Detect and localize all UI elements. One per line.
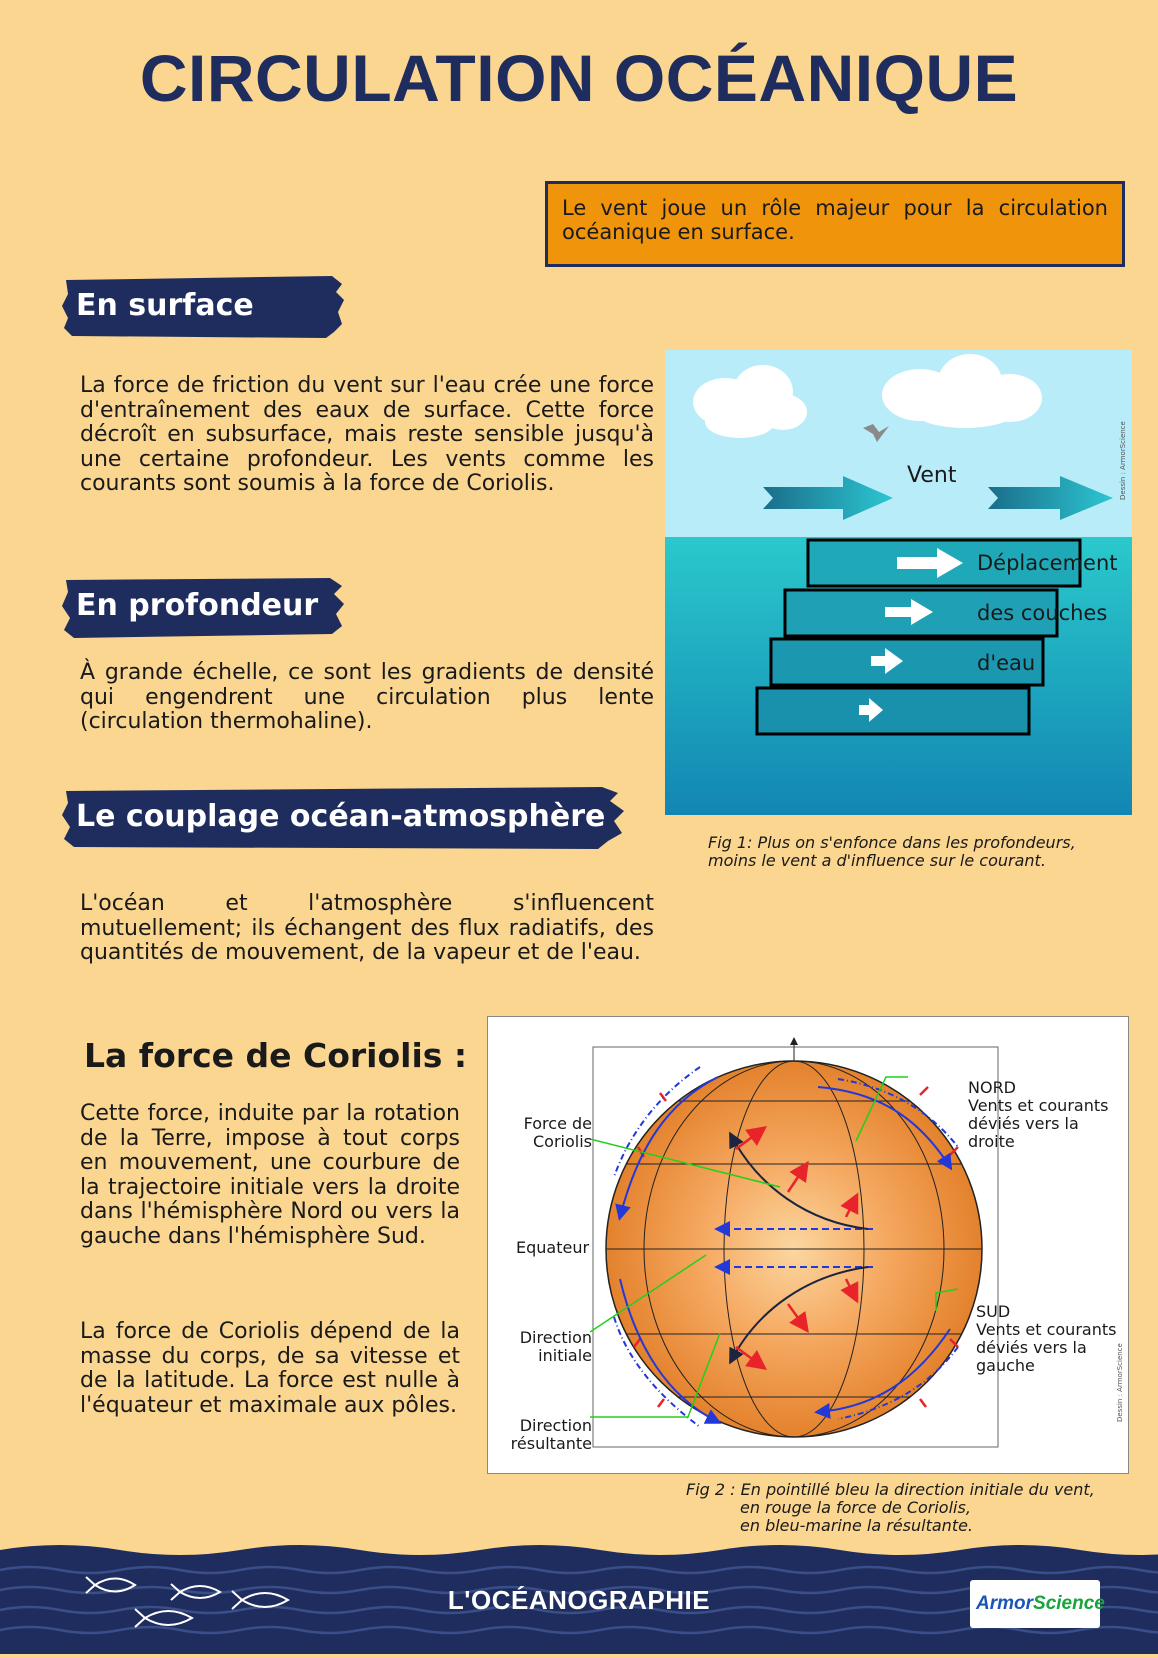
wind-label: Vent	[907, 463, 957, 488]
footer-title: L'OCÉANOGRAPHIE	[447, 1585, 711, 1615]
fig1-caption-line2: moins le vent a d'influence sur le courant.	[708, 851, 1046, 870]
logo-part1: Armor	[976, 1593, 1034, 1614]
label-nord-line2: Vents et courants	[968, 1096, 1109, 1115]
logo-part2: Science	[1033, 1593, 1105, 1614]
profondeur-text: À grande échelle, ce sont les gradients de densité qui engendrent une circulation plus lente (circulation thermohaline).	[80, 660, 654, 734]
section-banner-surface	[62, 274, 344, 340]
layers-label-3: d'eau	[977, 651, 1036, 675]
figure-2-coriolis-globe	[487, 1016, 1129, 1474]
label-direction-resultante-line2: résultante	[510, 1434, 592, 1453]
logo-text	[976, 1593, 1105, 1615]
section-banner-profondeur	[62, 574, 344, 640]
label-direction-initiale-line1: Direction	[519, 1328, 592, 1347]
section-heading-profondeur: En profondeur	[76, 588, 319, 623]
fig1-caption	[708, 834, 1128, 870]
coriolis-heading: La force de Coriolis :	[84, 1036, 468, 1075]
label-nord-line3: déviés vers la	[968, 1114, 1079, 1133]
label-direction-initiale-line2: initiale	[538, 1346, 592, 1365]
coriolis-text-2: La force de Coriolis dépend de la masse du corps, de sa vitesse et de la latitude. La force est nulle à l'équateur et maximale aux pôles.	[80, 1319, 460, 1418]
surface-text: La force de friction du vent sur l'eau crée une force d'entraînement des eaux de surface. Cette force décroît en subsurface, mais reste sensible jusqu'à une certaine profondeur. Les vents comme les courants sont soumis à la force de Coriolis.	[80, 373, 654, 496]
fig2-caption	[686, 1481, 1146, 1535]
label-direction-resultante-line1: Direction	[519, 1416, 592, 1435]
label-nord-line1: NORD	[968, 1078, 1016, 1097]
label-force-line1: Force de	[523, 1114, 592, 1133]
label-force-line2: Coriolis	[533, 1132, 592, 1151]
page-title: CIRCULATION OCÉANIQUE	[139, 41, 1019, 115]
fig2-caption-line2: en rouge la force de Coriolis,	[740, 1498, 971, 1517]
fig2-credit: Dessin : ArmorScience	[1116, 1343, 1124, 1422]
fig1-caption-line1: Fig 1: Plus on s'enfonce dans les profondeurs,	[708, 833, 1076, 852]
label-nord	[968, 1079, 1108, 1151]
intro-callout: Le vent joue un rôle majeur pour la circulation océanique en surface.	[545, 181, 1125, 267]
label-nord-line4: droite	[968, 1132, 1015, 1151]
label-sud	[976, 1303, 1116, 1375]
fig1-credit: Dessin : ArmorScience	[1119, 421, 1127, 500]
water-layer-4	[757, 688, 1029, 734]
label-sud-line1: SUD	[976, 1302, 1011, 1321]
armorscience-logo	[970, 1580, 1105, 1628]
coriolis-text-1: Cette force, induite par la rotation de la Terre, impose à tout corps en mouvement, une courbure de la trajectoire initiale vers la droite dans l'hémisphère Nord ou vers la gauche dans l'hémisphère Sud.	[80, 1101, 460, 1249]
couplage-text: L'océan et l'atmosphère s'influencent mutuellement; ils échangent des flux radiatifs, des quantités de mouvement, de la vapeur et de l'eau.	[80, 891, 654, 965]
label-sud-line4: gauche	[976, 1356, 1035, 1375]
section-heading-surface: En surface	[76, 288, 254, 323]
label-equateur: Equateur	[516, 1238, 590, 1257]
label-sud-line2: Vents et courants	[976, 1320, 1117, 1339]
layers-label-2: des couches	[977, 601, 1108, 625]
section-banner-couplage	[62, 785, 624, 851]
label-direction-initiale	[508, 1329, 592, 1365]
section-heading-couplage: Le couplage océan-atmosphère	[76, 799, 606, 834]
label-force-coriolis	[516, 1115, 592, 1151]
layers-label-1: Déplacement	[977, 551, 1118, 575]
fig2-caption-line3: en bleu-marine la résultante.	[740, 1516, 974, 1535]
figure-1-wind-layers	[665, 350, 1132, 815]
fig2-caption-line1: Fig 2 : En pointillé bleu la direction initiale du vent,	[686, 1480, 1095, 1499]
label-sud-line3: déviés vers la	[976, 1338, 1087, 1357]
label-direction-resultante	[498, 1417, 592, 1453]
